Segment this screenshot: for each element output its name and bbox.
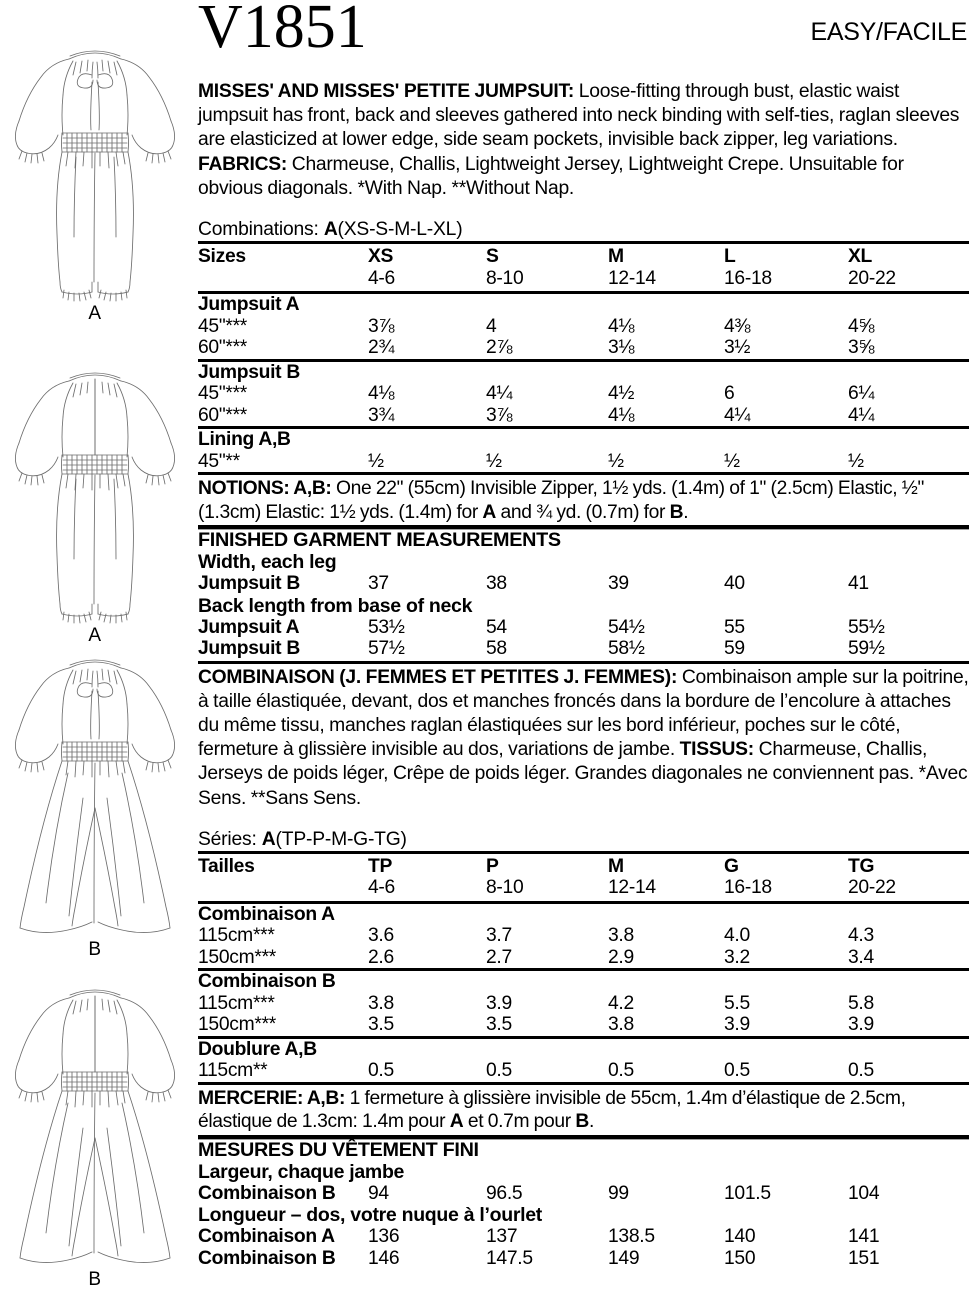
french-description: COMBINAISON (J. FEMMES ET PETITES J. FEMMES): Combinaison ample sur la poitrine, à taille élastiquée, devant, dos et manches froncés dans la bordure de l’encolure à attaches du même tissu, manches raglan élastiquées sur les bord inférieur, poches sur le côté, fermeture à glissière invisible au dos, variations de jambe. TISSUS: Charmeuse, Challis, Jerseys de poids léger, Crêpe de poids léger. Grandes diagonales ne conviennent pas. *Avec Sens. **Sans Sens. xyxy=(198,661,969,811)
finished-measurements-title: MESURES DU VÊTEMENT FINI xyxy=(198,1138,479,1161)
finished-xl: 41 xyxy=(848,573,869,595)
finished-row xyxy=(198,1248,969,1270)
french-yardage-row xyxy=(198,993,969,1015)
finished-p: 96.5 xyxy=(486,1182,523,1204)
size-label: Tailles xyxy=(198,852,368,877)
finished-row xyxy=(198,1226,969,1248)
size-xs: XS xyxy=(368,243,486,268)
jumpsuit-a-front-drawing xyxy=(6,12,184,302)
yardage-tp: 2.6 xyxy=(368,946,394,968)
finished-label: Jumpsuit B xyxy=(198,573,300,595)
size-tp: TP xyxy=(368,852,486,877)
finished-tg: 151 xyxy=(848,1247,880,1269)
illustration-column xyxy=(0,0,190,1295)
french-finished-measurements xyxy=(198,1135,969,1271)
english-yardage-row xyxy=(198,337,969,360)
figure-jumpsuit-b-front xyxy=(0,648,190,959)
yardage-m: 4⅛ xyxy=(608,315,635,337)
finished-xs: 57½ xyxy=(368,638,405,660)
yardage-tg: 0.5 xyxy=(848,1060,874,1082)
finished-xs: 53½ xyxy=(368,616,405,638)
size-xl: XL xyxy=(848,243,969,268)
yardage-s: ½ xyxy=(486,450,502,472)
english-group-title-row xyxy=(198,293,969,316)
jumpsuit-b-back-drawing xyxy=(6,978,184,1268)
yardage-xl: 6¼ xyxy=(848,383,875,405)
pattern-info-panel xyxy=(198,0,969,1295)
finished-section-heading: Back length from base of neck xyxy=(198,594,473,617)
numeric-size-p: 8-10 xyxy=(486,877,524,899)
yardage-l: 4¼ xyxy=(724,404,751,426)
group-title: Combinaison B xyxy=(198,970,368,993)
finished-l: 59 xyxy=(724,638,745,660)
width-label: 60"*** xyxy=(198,337,248,359)
width-label: 115cm** xyxy=(198,1060,268,1082)
english-notions: NOTIONS: A,B: One 22" (55cm) Invisible Zipper, 1½ yds. (1.4m) of 1" (2.5cm) Elastic, ½" (1.3cm) Elastic: 1½ yds. (1.4m) for A and ¾ yd. (0.7m) for B. xyxy=(198,472,969,525)
yardage-xl: 4¼ xyxy=(848,404,875,426)
width-label: 45"** xyxy=(198,450,240,472)
yardage-m: 3.8 xyxy=(608,925,634,947)
finished-label: Combinaison B xyxy=(198,1247,336,1269)
yardage-m: 4½ xyxy=(608,383,635,405)
yardage-l: 4⅜ xyxy=(724,315,751,337)
finished-section-heading: Longueur – dos, votre nuque à l’ourlet xyxy=(198,1204,542,1227)
size-tg: TG xyxy=(848,852,969,877)
english-numeric-size-row xyxy=(198,268,969,293)
finished-label: Combinaison B xyxy=(198,1182,336,1204)
size-s: S xyxy=(486,243,608,268)
group-title: Combinaison A xyxy=(198,902,368,925)
finished-label: Jumpsuit A xyxy=(198,616,300,638)
yardage-s: 4 xyxy=(486,315,497,337)
yardage-tg: 5.8 xyxy=(848,992,874,1014)
finished-tp: 146 xyxy=(368,1247,400,1269)
figure-jumpsuit-a-back xyxy=(0,334,190,645)
finished-s: 38 xyxy=(486,573,507,595)
english-group-title-row xyxy=(198,428,969,451)
yardage-tg: 4.3 xyxy=(848,925,874,947)
numeric-size-l: 16-18 xyxy=(724,267,772,289)
width-label: 45"*** xyxy=(198,315,248,337)
yardage-g: 3.9 xyxy=(724,1014,750,1036)
finished-measurements-title: FINISHED GARMENT MEASUREMENTS xyxy=(198,529,561,552)
finished-xl: 55½ xyxy=(848,616,885,638)
english-size-header-row xyxy=(198,243,969,268)
finished-l: 55 xyxy=(724,616,745,638)
group-title: Jumpsuit A xyxy=(198,293,368,316)
finished-tp: 94 xyxy=(368,1182,389,1204)
group-title: Lining A,B xyxy=(198,428,368,451)
finished-section-heading: Largeur, chaque jambe xyxy=(198,1160,405,1183)
numeric-size-g: 16-18 xyxy=(724,877,772,899)
french-group-title-row xyxy=(198,1037,969,1060)
finished-row xyxy=(198,1183,969,1205)
finished-row xyxy=(198,617,969,639)
yardage-m: 3.8 xyxy=(608,1014,634,1036)
french-yardage-row xyxy=(198,947,969,970)
width-label: 115cm*** xyxy=(198,992,275,1014)
yardage-p: 2.7 xyxy=(486,946,512,968)
yardage-p: 0.5 xyxy=(486,1060,512,1082)
french-yardage-row xyxy=(198,1014,969,1037)
finished-row xyxy=(198,573,969,595)
english-yardage-body xyxy=(198,243,969,473)
finished-m: 58½ xyxy=(608,638,645,660)
finished-g: 150 xyxy=(724,1247,756,1269)
yardage-xs: 2¾ xyxy=(368,337,395,359)
numeric-size-m: 12-14 xyxy=(608,877,656,899)
finished-xl: 59½ xyxy=(848,638,885,660)
yardage-p: 3.9 xyxy=(486,992,512,1014)
yardage-m: 0.5 xyxy=(608,1060,634,1082)
size-g: G xyxy=(724,852,848,877)
difficulty-label: EASY/FACILE xyxy=(810,18,967,46)
finished-m: 149 xyxy=(608,1247,640,1269)
yardage-l: 3½ xyxy=(724,337,751,359)
size-label: Sizes xyxy=(198,243,368,268)
finished-label: Combinaison A xyxy=(198,1226,335,1248)
finished-tg: 104 xyxy=(848,1182,880,1204)
yardage-tg: 3.9 xyxy=(848,1014,874,1036)
finished-tp: 136 xyxy=(368,1226,400,1248)
finished-s: 58 xyxy=(486,638,507,660)
french-finished-table-2 xyxy=(198,1226,969,1269)
figure-jumpsuit-b-back xyxy=(0,978,190,1289)
finished-section-heading: Width, each leg xyxy=(198,551,337,574)
yardage-g: 5.5 xyxy=(724,992,750,1014)
english-combinations: Combinations: A(XS-S-M-L-XL) xyxy=(198,219,463,241)
numeric-size-tp: 4-6 xyxy=(368,877,395,899)
yardage-xs: 3⅞ xyxy=(368,315,395,337)
english-finished-table-1 xyxy=(198,573,969,595)
numeric-size-xl: 20-22 xyxy=(848,267,896,289)
yardage-m: 3⅛ xyxy=(608,337,635,359)
yardage-tp: 3.8 xyxy=(368,992,394,1014)
finished-m: 54½ xyxy=(608,616,645,638)
finished-p: 137 xyxy=(486,1226,518,1248)
group-title: Doublure A,B xyxy=(198,1037,368,1060)
finished-xs: 37 xyxy=(368,573,389,595)
width-label: 60"*** xyxy=(198,404,248,426)
yardage-g: 4.0 xyxy=(724,925,750,947)
jumpsuit-b-front-drawing xyxy=(6,648,184,938)
yardage-tp: 0.5 xyxy=(368,1060,394,1082)
yardage-g: 3.2 xyxy=(724,946,750,968)
french-notions: MERCERIE: A,B: 1 fermeture à glissière invisible de 55cm, 1.4m d’élastique de 2.5cm, élastique de 1.3cm: 1.4m pour A et 0.7m pour B. xyxy=(198,1082,969,1135)
yardage-tp: 3.6 xyxy=(368,925,394,947)
size-m: M xyxy=(608,852,724,877)
yardage-m: 4.2 xyxy=(608,992,634,1014)
jumpsuit-a-back-drawing xyxy=(6,334,184,624)
numeric-size-tg: 20-22 xyxy=(848,877,896,899)
yardage-m: ½ xyxy=(608,450,624,472)
pattern-number: V1851 xyxy=(198,0,367,61)
finished-label: Jumpsuit B xyxy=(198,638,300,660)
french-series: Séries: A(TP-P-M-G-TG) xyxy=(198,828,407,850)
english-yardage-row xyxy=(198,451,969,473)
french-yardage-row xyxy=(198,1060,969,1082)
yardage-xs: 4⅛ xyxy=(368,383,395,405)
width-label: 115cm*** xyxy=(198,925,275,947)
french-numeric-size-row xyxy=(198,877,969,902)
yardage-p: 3.5 xyxy=(486,1014,512,1036)
french-yardage-row xyxy=(198,925,969,947)
finished-m: 138.5 xyxy=(608,1226,655,1248)
french-group-title-row xyxy=(198,902,969,925)
group-title: Jumpsuit B xyxy=(198,360,368,383)
finished-m: 99 xyxy=(608,1182,629,1204)
finished-s: 54 xyxy=(486,616,507,638)
yardage-xs: 3¾ xyxy=(368,404,395,426)
yardage-s: 4¼ xyxy=(486,383,513,405)
width-label: 45"*** xyxy=(198,383,248,405)
yardage-s: 3⅞ xyxy=(486,404,513,426)
finished-g: 140 xyxy=(724,1226,756,1248)
yardage-s: 2⅞ xyxy=(486,337,513,359)
english-yardage-table xyxy=(198,241,969,472)
french-size-header-row xyxy=(198,852,969,877)
english-description: MISSES' AND MISSES' PETITE JUMPSUIT: Loose-fitting through bust, elastic waist jumpsuit has front, back and sleeves gathered into neck binding with self-ties, raglan sleeves are elasticized at lower edge, side seam pockets, invisible back zipper, leg variations. FABRICS: Charmeuse, Challis, Lightweight Jersey, Lightweight Crepe. Unsuitable for obvious diagonals. *With Nap. **Without Nap. xyxy=(198,81,960,199)
numeric-size-xs: 4-6 xyxy=(368,267,395,289)
yardage-tg: 3.4 xyxy=(848,946,874,968)
figure-label: B xyxy=(88,1269,102,1290)
yardage-xs: ½ xyxy=(368,450,384,472)
figure-jumpsuit-a-front xyxy=(0,12,190,323)
width-label: 150cm*** xyxy=(198,946,276,968)
finished-g: 101.5 xyxy=(724,1182,771,1204)
width-label: 150cm*** xyxy=(198,1014,276,1036)
yardage-xl: 4⅝ xyxy=(848,315,875,337)
yardage-m: 2.9 xyxy=(608,946,634,968)
french-yardage-body xyxy=(198,852,969,1082)
finished-p: 147.5 xyxy=(486,1247,533,1269)
yardage-xl: 3⅝ xyxy=(848,337,875,359)
yardage-p: 3.7 xyxy=(486,925,512,947)
finished-tg: 141 xyxy=(848,1226,880,1248)
english-yardage-row xyxy=(198,316,969,338)
french-group-title-row xyxy=(198,970,969,993)
envelope-header xyxy=(198,0,969,62)
finished-m: 39 xyxy=(608,573,629,595)
yardage-l: 6 xyxy=(724,383,735,405)
english-yardage-row xyxy=(198,383,969,405)
yardage-g: 0.5 xyxy=(724,1060,750,1082)
french-finished-table-1 xyxy=(198,1183,969,1205)
english-yardage-row xyxy=(198,405,969,428)
english-finished-table-2 xyxy=(198,617,969,660)
size-l: L xyxy=(724,243,848,268)
size-m: M xyxy=(608,243,724,268)
size-p: P xyxy=(486,852,608,877)
figure-label: A xyxy=(88,625,102,646)
english-group-title-row xyxy=(198,360,969,383)
numeric-size-s: 8-10 xyxy=(486,267,524,289)
yardage-xl: ½ xyxy=(848,450,864,472)
yardage-l: ½ xyxy=(724,450,740,472)
english-finished-measurements xyxy=(198,525,969,661)
figure-label: B xyxy=(88,939,102,960)
finished-l: 40 xyxy=(724,573,745,595)
yardage-m: 4⅛ xyxy=(608,404,635,426)
figure-label: A xyxy=(88,303,102,324)
french-yardage-table xyxy=(198,851,969,1082)
finished-row xyxy=(198,638,969,660)
numeric-size-m: 12-14 xyxy=(608,267,656,289)
yardage-tp: 3.5 xyxy=(368,1014,394,1036)
